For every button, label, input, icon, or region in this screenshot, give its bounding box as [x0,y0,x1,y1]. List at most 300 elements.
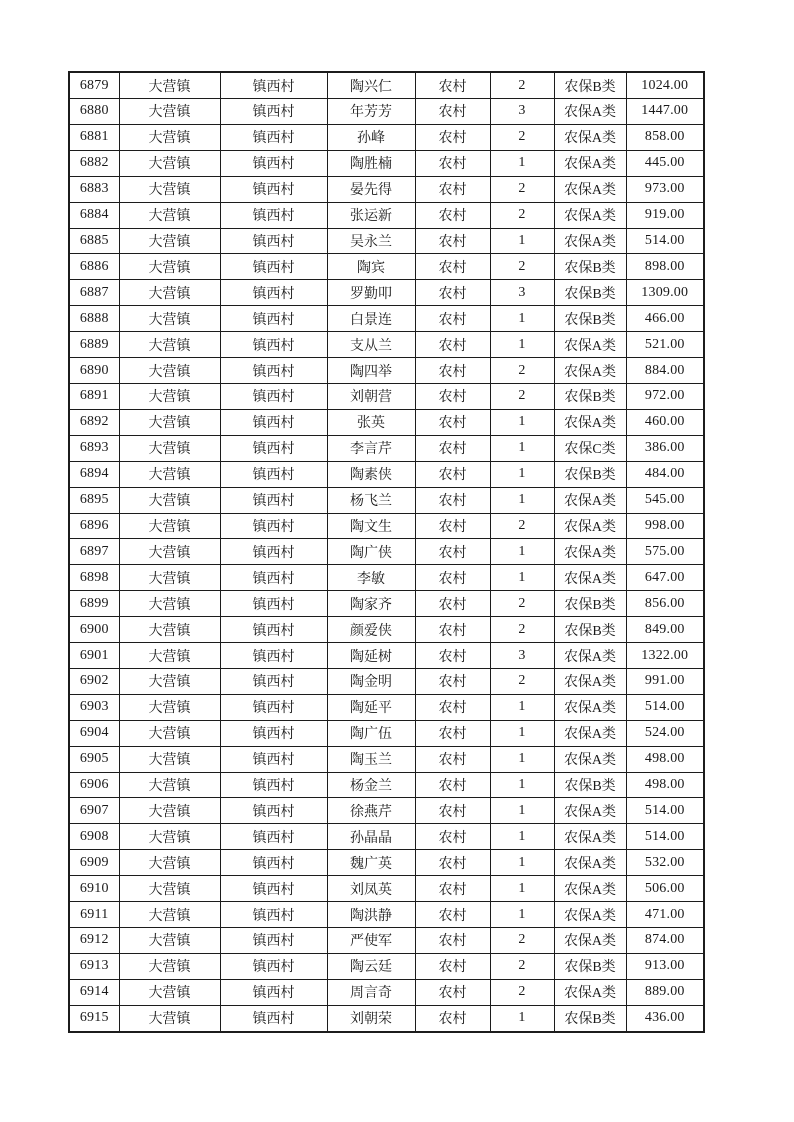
cell-name: 刘凤英 [327,876,415,902]
cell-person_count: 2 [490,254,554,280]
cell-residence_type: 农村 [415,461,490,487]
cell-residence_type: 农村 [415,617,490,643]
cell-residence_type: 农村 [415,824,490,850]
cell-residence_type: 农村 [415,176,490,202]
table-row [69,461,704,487]
cell-village: 镇西村 [220,746,327,772]
cell-amount: 919.00 [626,202,704,228]
cell-insurance_category: 农保A类 [554,643,626,669]
cell-person_count: 1 [490,694,554,720]
table-row [69,617,704,643]
cell-person_count: 1 [490,487,554,513]
table-row [69,876,704,902]
cell-town: 大营镇 [119,746,220,772]
cell-person_count: 2 [490,358,554,384]
cell-town: 大营镇 [119,979,220,1005]
cell-person_count: 1 [490,850,554,876]
benefits-roster-table [68,71,705,1033]
cell-id: 6915 [69,1005,119,1032]
table-row [69,435,704,461]
cell-id: 6880 [69,99,119,125]
cell-village: 镇西村 [220,332,327,358]
table-row [69,591,704,617]
cell-insurance_category: 农保A类 [554,979,626,1005]
cell-village: 镇西村 [220,254,327,280]
cell-residence_type: 农村 [415,358,490,384]
cell-residence_type: 农村 [415,539,490,565]
cell-residence_type: 农村 [415,72,490,99]
table-row [69,254,704,280]
table-row [69,280,704,306]
table-row [69,979,704,1005]
cell-insurance_category: 农保A类 [554,176,626,202]
cell-village: 镇西村 [220,280,327,306]
cell-village: 镇西村 [220,228,327,254]
cell-name: 陶云廷 [327,953,415,979]
cell-name: 陶兴仁 [327,72,415,99]
table-body [69,72,704,1032]
table-row [69,694,704,720]
cell-amount: 514.00 [626,228,704,254]
cell-village: 镇西村 [220,643,327,669]
cell-id: 6896 [69,513,119,539]
cell-amount: 884.00 [626,358,704,384]
cell-amount: 1447.00 [626,99,704,125]
cell-residence_type: 农村 [415,694,490,720]
cell-residence_type: 农村 [415,383,490,409]
cell-person_count: 1 [490,150,554,176]
cell-insurance_category: 农保A类 [554,539,626,565]
cell-residence_type: 农村 [415,720,490,746]
cell-insurance_category: 农保A类 [554,798,626,824]
cell-amount: 514.00 [626,824,704,850]
cell-village: 镇西村 [220,202,327,228]
cell-amount: 386.00 [626,435,704,461]
cell-village: 镇西村 [220,99,327,125]
cell-town: 大营镇 [119,513,220,539]
cell-insurance_category: 农保B类 [554,1005,626,1032]
table-row [69,928,704,954]
cell-insurance_category: 农保B类 [554,772,626,798]
cell-name: 杨金兰 [327,772,415,798]
cell-town: 大营镇 [119,72,220,99]
cell-person_count: 2 [490,979,554,1005]
cell-name: 陶广伍 [327,720,415,746]
cell-village: 镇西村 [220,383,327,409]
cell-village: 镇西村 [220,772,327,798]
cell-person_count: 1 [490,746,554,772]
cell-id: 6909 [69,850,119,876]
cell-amount: 532.00 [626,850,704,876]
cell-amount: 858.00 [626,124,704,150]
cell-id: 6914 [69,979,119,1005]
cell-id: 6890 [69,358,119,384]
cell-town: 大营镇 [119,280,220,306]
cell-town: 大营镇 [119,332,220,358]
cell-residence_type: 农村 [415,565,490,591]
cell-id: 6892 [69,409,119,435]
cell-village: 镇西村 [220,306,327,332]
cell-village: 镇西村 [220,928,327,954]
cell-id: 6883 [69,176,119,202]
table-row [69,643,704,669]
cell-name: 杨飞兰 [327,487,415,513]
cell-insurance_category: 农保A类 [554,565,626,591]
cell-id: 6894 [69,461,119,487]
cell-village: 镇西村 [220,124,327,150]
cell-amount: 1024.00 [626,72,704,99]
cell-village: 镇西村 [220,902,327,928]
cell-residence_type: 农村 [415,228,490,254]
cell-id: 6891 [69,383,119,409]
cell-person_count: 2 [490,513,554,539]
cell-residence_type: 农村 [415,953,490,979]
cell-town: 大营镇 [119,99,220,125]
cell-insurance_category: 农保A类 [554,228,626,254]
cell-village: 镇西村 [220,1005,327,1032]
cell-town: 大营镇 [119,876,220,902]
cell-insurance_category: 农保B类 [554,280,626,306]
cell-residence_type: 农村 [415,124,490,150]
cell-insurance_category: 农保A类 [554,513,626,539]
cell-insurance_category: 农保A类 [554,202,626,228]
cell-insurance_category: 农保A类 [554,124,626,150]
cell-insurance_category: 农保A类 [554,876,626,902]
cell-id: 6886 [69,254,119,280]
cell-residence_type: 农村 [415,850,490,876]
table-row [69,202,704,228]
cell-name: 晏先得 [327,176,415,202]
cell-town: 大营镇 [119,953,220,979]
cell-id: 6904 [69,720,119,746]
cell-name: 魏广英 [327,850,415,876]
cell-village: 镇西村 [220,539,327,565]
cell-name: 陶胜楠 [327,150,415,176]
cell-name: 严使军 [327,928,415,954]
cell-town: 大营镇 [119,176,220,202]
cell-amount: 998.00 [626,513,704,539]
cell-id: 6901 [69,643,119,669]
cell-amount: 972.00 [626,383,704,409]
cell-town: 大营镇 [119,150,220,176]
table-row [69,99,704,125]
table-row [69,150,704,176]
cell-town: 大营镇 [119,306,220,332]
cell-village: 镇西村 [220,668,327,694]
cell-name: 年芳芳 [327,99,415,125]
cell-id: 6895 [69,487,119,513]
cell-id: 6879 [69,72,119,99]
table-row [69,487,704,513]
cell-residence_type: 农村 [415,928,490,954]
cell-insurance_category: 农保A类 [554,487,626,513]
cell-residence_type: 农村 [415,99,490,125]
cell-id: 6881 [69,124,119,150]
cell-id: 6908 [69,824,119,850]
cell-residence_type: 农村 [415,280,490,306]
cell-id: 6912 [69,928,119,954]
cell-person_count: 1 [490,798,554,824]
cell-village: 镇西村 [220,358,327,384]
cell-person_count: 1 [490,565,554,591]
cell-id: 6905 [69,746,119,772]
cell-amount: 484.00 [626,461,704,487]
cell-name: 李敏 [327,565,415,591]
cell-id: 6888 [69,306,119,332]
cell-town: 大营镇 [119,928,220,954]
cell-id: 6884 [69,202,119,228]
cell-name: 陶素侠 [327,461,415,487]
cell-town: 大营镇 [119,124,220,150]
cell-village: 镇西村 [220,876,327,902]
cell-town: 大营镇 [119,228,220,254]
cell-person_count: 2 [490,383,554,409]
cell-insurance_category: 农保A类 [554,332,626,358]
cell-town: 大营镇 [119,902,220,928]
cell-person_count: 2 [490,928,554,954]
cell-person_count: 3 [490,280,554,306]
cell-village: 镇西村 [220,953,327,979]
cell-town: 大营镇 [119,435,220,461]
cell-residence_type: 农村 [415,979,490,1005]
cell-insurance_category: 农保B类 [554,591,626,617]
cell-person_count: 2 [490,72,554,99]
cell-residence_type: 农村 [415,487,490,513]
cell-id: 6882 [69,150,119,176]
table-row [69,824,704,850]
cell-village: 镇西村 [220,176,327,202]
table-row [69,228,704,254]
cell-village: 镇西村 [220,150,327,176]
cell-residence_type: 农村 [415,513,490,539]
cell-insurance_category: 农保B类 [554,617,626,643]
cell-town: 大营镇 [119,591,220,617]
cell-town: 大营镇 [119,617,220,643]
cell-name: 刘朝营 [327,383,415,409]
table-row [69,358,704,384]
cell-residence_type: 农村 [415,1005,490,1032]
cell-village: 镇西村 [220,824,327,850]
cell-town: 大营镇 [119,409,220,435]
cell-name: 罗勤叩 [327,280,415,306]
cell-name: 吴永兰 [327,228,415,254]
cell-insurance_category: 农保A类 [554,824,626,850]
cell-name: 陶文生 [327,513,415,539]
cell-person_count: 2 [490,617,554,643]
cell-town: 大营镇 [119,720,220,746]
cell-residence_type: 农村 [415,409,490,435]
cell-residence_type: 农村 [415,591,490,617]
cell-insurance_category: 农保B类 [554,254,626,280]
cell-town: 大营镇 [119,565,220,591]
table-row [69,124,704,150]
cell-town: 大营镇 [119,643,220,669]
cell-town: 大营镇 [119,772,220,798]
cell-town: 大营镇 [119,1005,220,1032]
cell-person_count: 2 [490,124,554,150]
cell-town: 大营镇 [119,202,220,228]
cell-amount: 521.00 [626,332,704,358]
cell-insurance_category: 农保A类 [554,150,626,176]
cell-village: 镇西村 [220,435,327,461]
cell-amount: 1309.00 [626,280,704,306]
cell-insurance_category: 农保A类 [554,358,626,384]
cell-person_count: 1 [490,876,554,902]
cell-id: 6897 [69,539,119,565]
cell-person_count: 2 [490,202,554,228]
cell-insurance_category: 农保A类 [554,694,626,720]
cell-amount: 498.00 [626,772,704,798]
cell-village: 镇西村 [220,591,327,617]
cell-name: 陶宾 [327,254,415,280]
cell-village: 镇西村 [220,720,327,746]
table-row [69,513,704,539]
cell-insurance_category: 农保A类 [554,746,626,772]
cell-id: 6903 [69,694,119,720]
cell-name: 白景连 [327,306,415,332]
cell-id: 6913 [69,953,119,979]
cell-person_count: 1 [490,1005,554,1032]
cell-amount: 913.00 [626,953,704,979]
cell-id: 6911 [69,902,119,928]
cell-insurance_category: 农保B类 [554,306,626,332]
table-row [69,668,704,694]
cell-id: 6889 [69,332,119,358]
cell-person_count: 1 [490,539,554,565]
cell-insurance_category: 农保A类 [554,928,626,954]
cell-village: 镇西村 [220,513,327,539]
cell-id: 6885 [69,228,119,254]
cell-id: 6907 [69,798,119,824]
cell-insurance_category: 农保A类 [554,902,626,928]
table-row [69,953,704,979]
cell-person_count: 1 [490,902,554,928]
cell-name: 陶广侠 [327,539,415,565]
cell-name: 张英 [327,409,415,435]
cell-amount: 1322.00 [626,643,704,669]
cell-residence_type: 农村 [415,746,490,772]
cell-insurance_category: 农保B类 [554,953,626,979]
table-row [69,409,704,435]
cell-village: 镇西村 [220,850,327,876]
table-row [69,306,704,332]
cell-person_count: 3 [490,99,554,125]
cell-id: 6906 [69,772,119,798]
table-row [69,565,704,591]
cell-amount: 514.00 [626,798,704,824]
cell-village: 镇西村 [220,487,327,513]
table-row [69,746,704,772]
cell-residence_type: 农村 [415,668,490,694]
cell-person_count: 1 [490,720,554,746]
cell-village: 镇西村 [220,798,327,824]
cell-amount: 575.00 [626,539,704,565]
cell-name: 支从兰 [327,332,415,358]
cell-person_count: 1 [490,306,554,332]
cell-id: 6899 [69,591,119,617]
cell-amount: 647.00 [626,565,704,591]
cell-name: 陶四举 [327,358,415,384]
cell-person_count: 1 [490,332,554,358]
cell-village: 镇西村 [220,617,327,643]
cell-insurance_category: 农保B类 [554,461,626,487]
cell-insurance_category: 农保A类 [554,99,626,125]
cell-amount: 506.00 [626,876,704,902]
cell-insurance_category: 农保A类 [554,720,626,746]
cell-person_count: 1 [490,228,554,254]
cell-amount: 498.00 [626,746,704,772]
cell-person_count: 1 [490,461,554,487]
cell-id: 6910 [69,876,119,902]
cell-insurance_category: 农保B类 [554,383,626,409]
cell-name: 陶洪静 [327,902,415,928]
cell-town: 大营镇 [119,694,220,720]
cell-village: 镇西村 [220,565,327,591]
cell-residence_type: 农村 [415,902,490,928]
cell-person_count: 3 [490,643,554,669]
table-row [69,539,704,565]
cell-amount: 898.00 [626,254,704,280]
cell-insurance_category: 农保A类 [554,409,626,435]
cell-amount: 460.00 [626,409,704,435]
cell-insurance_category: 农保A类 [554,668,626,694]
cell-insurance_category: 农保B类 [554,72,626,99]
cell-person_count: 1 [490,824,554,850]
cell-village: 镇西村 [220,409,327,435]
cell-person_count: 2 [490,953,554,979]
cell-residence_type: 农村 [415,435,490,461]
cell-person_count: 2 [490,176,554,202]
cell-person_count: 1 [490,409,554,435]
cell-amount: 524.00 [626,720,704,746]
cell-village: 镇西村 [220,979,327,1005]
cell-village: 镇西村 [220,72,327,99]
cell-name: 孙峰 [327,124,415,150]
cell-amount: 856.00 [626,591,704,617]
cell-id: 6902 [69,668,119,694]
table-row [69,72,704,99]
cell-id: 6900 [69,617,119,643]
cell-name: 李言芹 [327,435,415,461]
cell-person_count: 2 [490,591,554,617]
table-row [69,176,704,202]
cell-residence_type: 农村 [415,643,490,669]
cell-amount: 849.00 [626,617,704,643]
cell-amount: 991.00 [626,668,704,694]
cell-id: 6887 [69,280,119,306]
cell-name: 张运新 [327,202,415,228]
cell-amount: 436.00 [626,1005,704,1032]
cell-town: 大营镇 [119,668,220,694]
cell-amount: 874.00 [626,928,704,954]
table-row [69,332,704,358]
table-row [69,720,704,746]
cell-town: 大营镇 [119,254,220,280]
cell-amount: 889.00 [626,979,704,1005]
cell-residence_type: 农村 [415,332,490,358]
cell-residence_type: 农村 [415,202,490,228]
cell-town: 大营镇 [119,487,220,513]
cell-residence_type: 农村 [415,306,490,332]
cell-village: 镇西村 [220,694,327,720]
cell-amount: 445.00 [626,150,704,176]
cell-amount: 973.00 [626,176,704,202]
cell-name: 孙晶晶 [327,824,415,850]
cell-name: 陶家齐 [327,591,415,617]
cell-name: 徐燕芹 [327,798,415,824]
cell-village: 镇西村 [220,461,327,487]
cell-person_count: 2 [490,668,554,694]
